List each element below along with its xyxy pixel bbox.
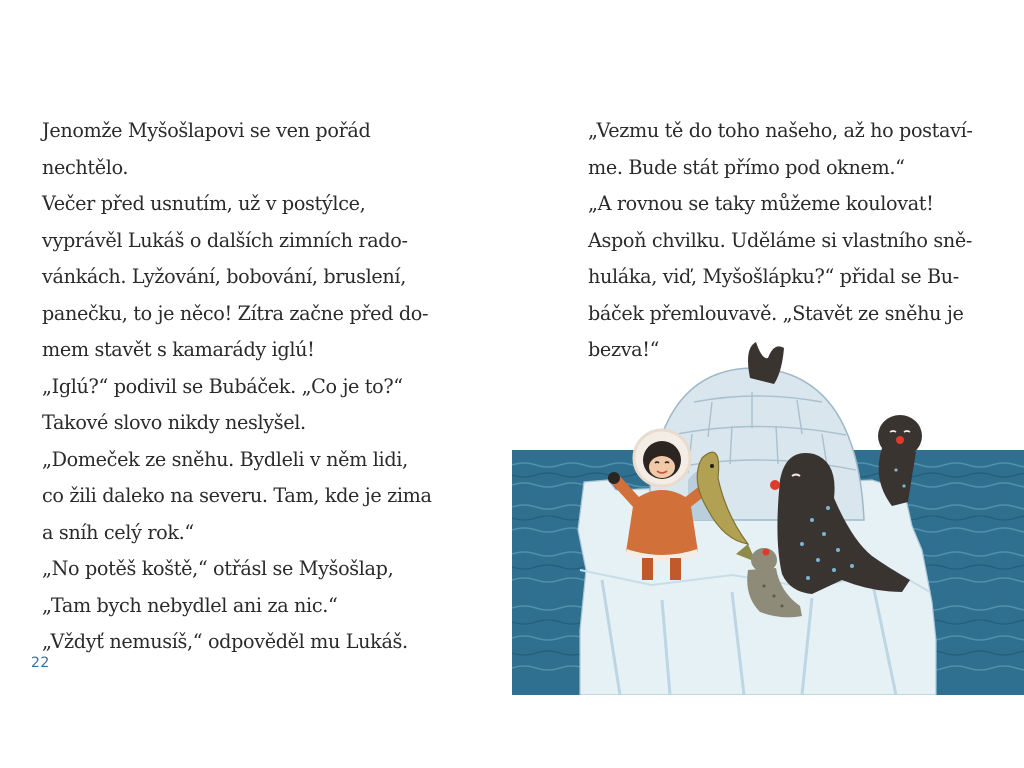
text-line: „No potěš koště,“ otřásl se Myšošlap, [42, 557, 394, 580]
text-line: „Tam bych nebydlel ani za nic.“ [42, 593, 338, 617]
page-number: 22 [31, 655, 50, 671]
text-line: nechtělo. [42, 155, 129, 179]
text-line: co žili daleko na severu. Tam, kde je zima [42, 484, 432, 507]
text-line: „A rovnou se taky můžeme koulovat! [588, 192, 934, 215]
text-line: huláka, viď, Myšošlápku?“ přidal se Bu- [588, 265, 959, 288]
text-line: „Iglú?“ podivil se Bubáček. „Co je to?“ [42, 374, 403, 398]
text-line: „Domeček ze sněhu. Bydleli v něm lidi, [42, 447, 408, 471]
text-line: Takové slovo nikdy neslyšel. [42, 411, 306, 434]
igloo-illustration [512, 330, 1024, 695]
text-line: mem stavět s kamarády iglú! [42, 338, 315, 361]
text-line: bezva!“ [588, 338, 660, 361]
text-line: báček přemlouvavě. „Stavět ze sněhu je [588, 301, 964, 325]
right-page [512, 0, 1024, 768]
text-line: a sníh celý rok.“ [42, 520, 194, 544]
text-line: vánkách. Lyžování, bobování, bruslení, [42, 265, 406, 288]
text-line: „Vždyť nemusíš,“ odpověděl mu Lukáš. [42, 630, 408, 653]
text-line: „Vezmu tě do toho našeho, až ho postaví- [588, 119, 973, 142]
text-line: panečku, to je něco! Zítra začne před do- [42, 301, 429, 325]
text-line: Jenomže Myšošlapovi se ven pořád [42, 119, 371, 142]
text-line: me. Bude stát přímo pod oknem.“ [588, 155, 905, 179]
text-line: Aspoň chvilku. Uděláme si vlastního sně- [588, 228, 973, 252]
text-line: vyprávěl Lukáš o dalších zimních rado- [42, 228, 408, 252]
left-page-text [42, 113, 432, 661]
text-line: Večer před usnutím, už v postýlce, [42, 192, 366, 215]
